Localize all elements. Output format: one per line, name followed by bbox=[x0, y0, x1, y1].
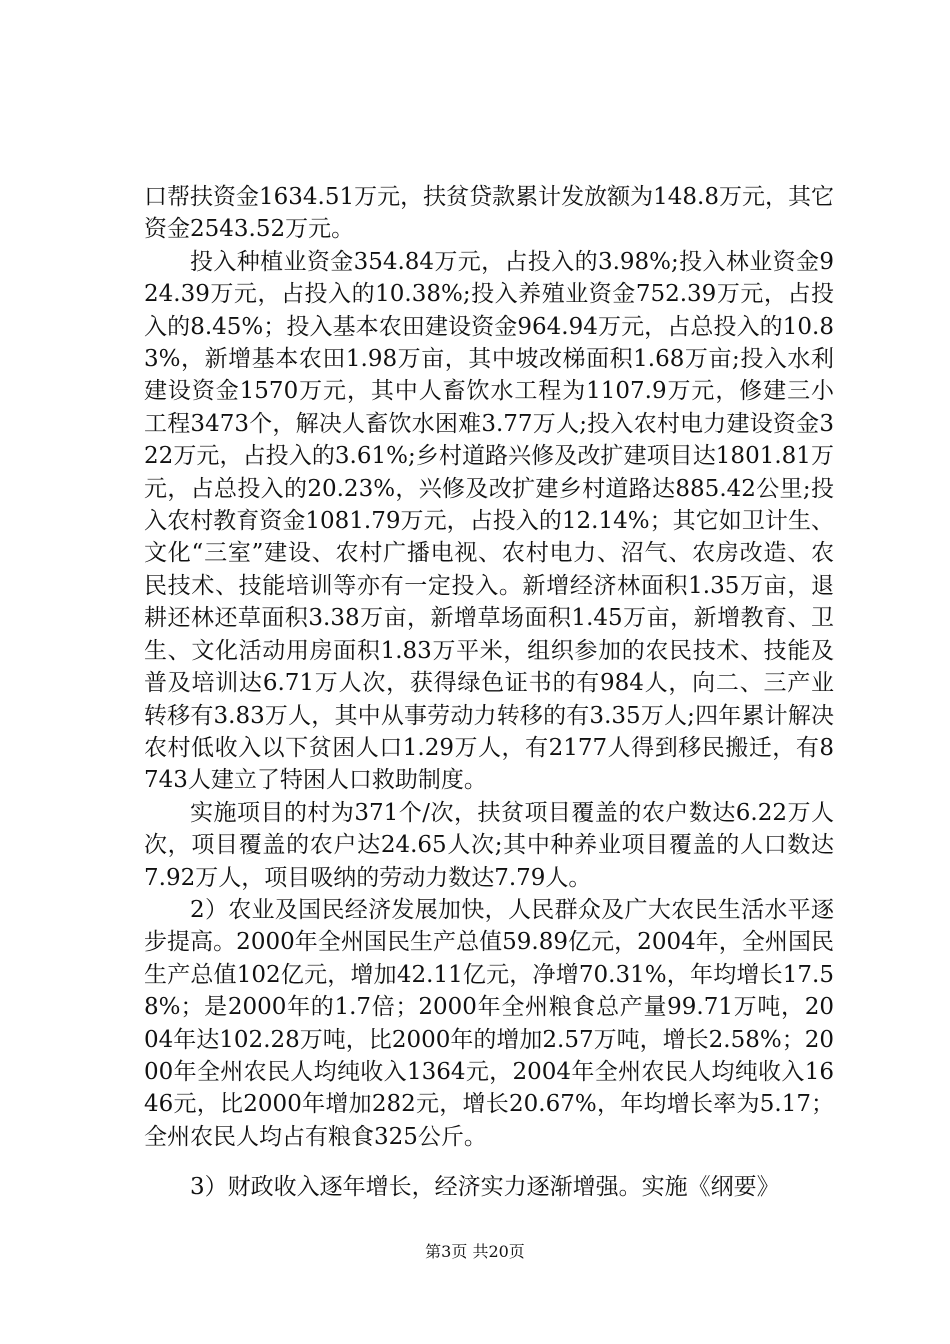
paragraph-funding-sources: 口帮扶资金1634.51万元，扶贫贷款累计发放额为148.8万元，其它资金2543.52万元。 bbox=[144, 184, 834, 243]
paragraph-project-coverage: 实施项目的村为371个/次，扶贫项目覆盖的农户数达6.22万人次，项目覆盖的农户达24.65人次;其中种养业项目覆盖的人口数达7.92万人，项目吸纳的劳动力数达7.79人。 bbox=[144, 799, 834, 891]
paragraph-fiscal-revenue: 3）财政收入逐年增长，经济实力逐渐增强。实施《纲要》 bbox=[190, 1174, 780, 1201]
body-text bbox=[144, 181, 834, 1204]
paragraph-spacer bbox=[144, 1153, 834, 1171]
paragraph-economic-growth: 2）农业及国民经济发展加快，人民群众及广大农民生活水平逐步提高。2000年全州国民生产总值59.89亿元，2004年，全州国民生产总值102亿元，增加42.11亿元，净增70.31%，年均增长17.58%；是2000年的1.7倍；2000年全州粮食总产量99.71万吨，2004年达102.28万吨，比2000年的增加2.57万吨，增长2.58%；2000年全州农民人均纯收入1364元，2004年全州农民人均纯收入1646元，比2000年增加282元，增长20.67%，年均增长率为5.17；全州农民人均占有粮食325公斤。 bbox=[144, 896, 834, 1150]
paragraph-investment-breakdown: 投入种植业资金354.84万元，占投入的3.98%;投入林业资金924.39万元，占投入的10.38%;投入养殖业资金752.39万元，占投入的8.45%；投入基本农田建设资金964.94万元，占总投入的10.83%，新增基本农田1.98万亩，其中坡改梯面积1.68万亩;投入水利建设资金1570万元，其中人畜饮水工程为1107.9万元，修建三小工程3473个，解决人畜饮水困难3.77万人;投入农村电力建设资金322万元，占投入的3.61%;乡村道路兴修及改扩建项目达1801.81万元，占总投入的20.23%，兴修及改扩建乡村道路达885.42公里;投入农村教育资金1081.79万元，占投入的12.14%；其它如卫计生、文化“三室”建设、农村广播电视、农村电力、沼气、农房改造、农民技术、技能培训等亦有一定投入。新增经济林面积1.35万亩，退耕还林还草面积3.38万亩，新增草场面积1.45万亩，新增教育、卫生、文化活动用房面积1.83万平米，组织参加的农民技术、技能及普及培训达6.71万人次，获得绿色证书的有984人，向二、三产业转移有3.83万人，其中从事劳动力转移的有3.35万人;四年累计解决农村低收入以下贫困人口1.29万人，有2177人得到移民搬迁，有8743人建立了特困人口救助制度。 bbox=[144, 248, 834, 794]
page-number-footer: 第3页 共20页 bbox=[425, 1242, 525, 1261]
